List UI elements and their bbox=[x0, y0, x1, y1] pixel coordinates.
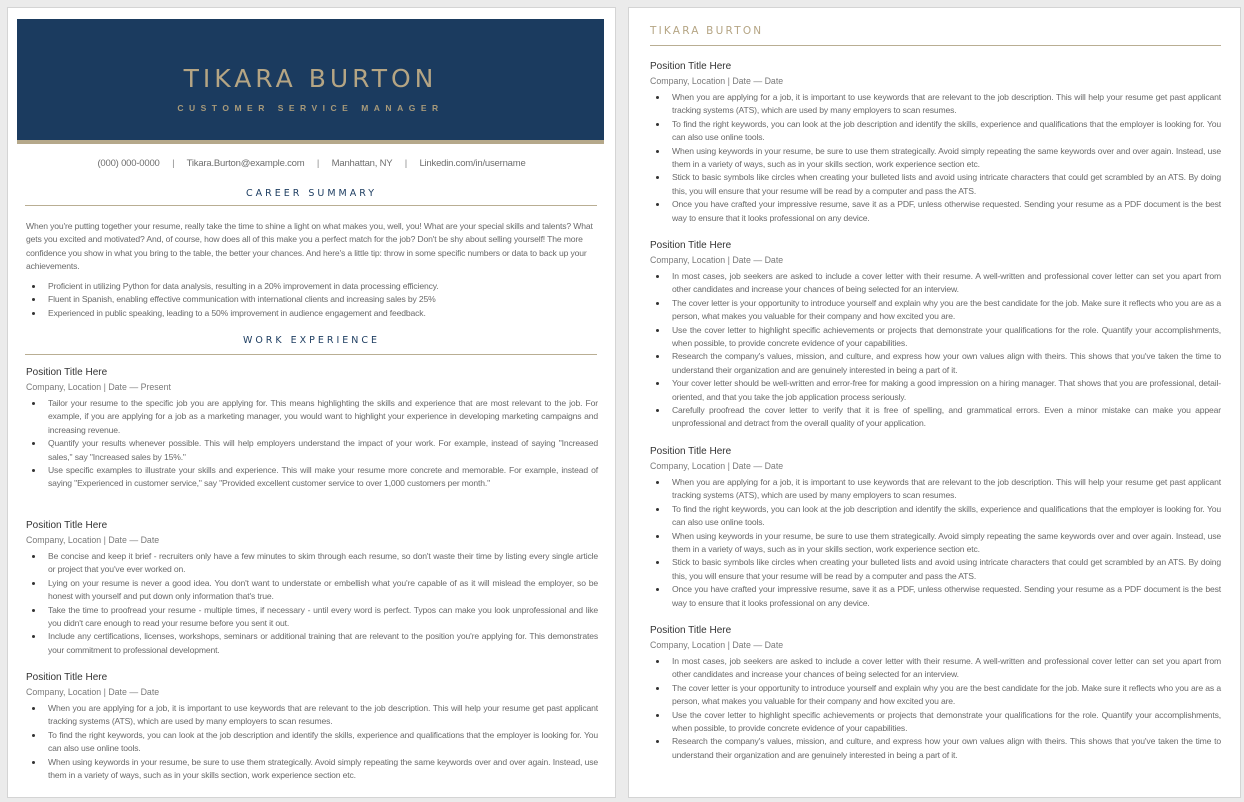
career-summary-paragraph: When you're putting together your resume, really take the time to shine a light on what makes you, well, you! What are your special skills and talents? What gets you excited and motivated? And, of course, how does all of this make you a perfect match for the job? Don't be shy about selling yourself! The more confidence you show in what you bring to the table, the better your chances. And here's a little tip: throw in some specific numbers or data to back up your achievements. bbox=[26, 221, 593, 272]
job-title: Position Title Here bbox=[650, 61, 732, 72]
list-item: When using keywords in your resume, be sure to use them strategically. Avoid simply repeating the same keywords over and over again. Instead, use them in a variety of ways, such as in your skills section, work experience section etc. bbox=[26, 756, 598, 783]
job-bullets bbox=[650, 270, 1221, 431]
list-item: Be concise and keep it brief - recruiters only have a few minutes to skim through each resume, so don't waste their time by listing every single article or project that you've ever worked on. bbox=[26, 550, 598, 577]
list-item: In most cases, job seekers are asked to include a cover letter with their resume. A well-written and professional cover letter can set you apart from other candidates and increase your chances of being selected for an interview. bbox=[650, 270, 1221, 297]
list-item: To find the right keywords, you can look at the job description and identify the skills, experience and qualifications that the employer is looking for. You can also use online tools. bbox=[26, 729, 598, 756]
contact-separator: | bbox=[172, 158, 175, 169]
job-meta: Company, Location | Date — Date bbox=[26, 535, 160, 545]
job-entry bbox=[650, 60, 1221, 225]
list-item: Your cover letter should be well-written and error-free for making a good impression on a hiring manager. That shows that you are professional, detail-oriented, and that you take the job application process seriously. bbox=[650, 377, 1221, 404]
list-item: In most cases, job seekers are asked to include a cover letter with their resume. A well-written and professional cover letter can set you apart from other candidates and increase your chances of being selected for an interview. bbox=[650, 655, 1221, 682]
list-item: Use the cover letter to highlight specific achievements or projects that demonstrate your qualifications for the role. Quantify your accomplishments, when possible, to provide concrete evidence of your capabilities. bbox=[650, 324, 1221, 351]
job-meta: Company, Location | Date — Date bbox=[26, 687, 160, 697]
job-bullets bbox=[650, 476, 1221, 610]
job-title: Position Title Here bbox=[26, 367, 108, 378]
list-item: Carefully proofread the cover letter to verify that it is free of spelling, and grammatical errors. Even a minor mistake can make you appear unprofessional and detract from the overall quality of your application. bbox=[650, 404, 1221, 431]
header-accent-rule bbox=[17, 140, 604, 144]
job-title: Position Title Here bbox=[650, 240, 732, 251]
job-bullets bbox=[26, 702, 598, 782]
contact-phone: (000) 000-0000 bbox=[97, 158, 160, 169]
job-entry bbox=[26, 671, 598, 782]
list-item: Take the time to proofread your resume - multiple times, if necessary - until every word is perfect. Typos can make you look unprofessional and like you didn't care enough to read your resume before you sent it out. bbox=[26, 604, 598, 631]
job-meta: Company, Location | Date — Date bbox=[650, 640, 784, 650]
list-item: Stick to basic symbols like circles when creating your bulleted lists and avoid using intricate characters that could get scrambled by an ATS. By doing this, you will ensure that your resume will be read by a computer and pass the ATS. bbox=[650, 171, 1221, 198]
contact-location: Manhattan, NY bbox=[331, 158, 393, 169]
job-meta: Company, Location | Date — Date bbox=[650, 76, 784, 86]
career-summary-heading: CAREER SUMMARY bbox=[245, 188, 378, 199]
job-entry bbox=[26, 366, 598, 491]
job-bullets bbox=[26, 397, 598, 491]
job-entry bbox=[650, 445, 1221, 610]
job-bullets bbox=[650, 91, 1221, 225]
list-item: When using keywords in your resume, be sure to use them strategically. Avoid simply repeating the same keywords over and over again. Instead, use them in a variety of ways, such as in your skills section, work experience section etc. bbox=[650, 145, 1221, 172]
candidate-job-title: CUSTOMER SERVICE MANAGER bbox=[177, 103, 444, 113]
list-item: Include any certifications, licenses, workshops, seminars or additional training that are relevant to the position you're applying for. This demonstrates your commitment to professional development. bbox=[26, 630, 598, 657]
contact-line bbox=[8, 158, 615, 169]
list-item: Stick to basic symbols like circles when creating your bulleted lists and avoid using intricate characters that could get scrambled by an ATS. By doing this, you will ensure that your resume will be read by a computer and pass the ATS. bbox=[650, 556, 1221, 583]
contact-linkedin[interactable]: Linkedin.com/in/username bbox=[419, 158, 526, 169]
list-item: To find the right keywords, you can look at the job description and identify the skills, experience and qualifications that the employer is looking for. You can also use online tools. bbox=[650, 503, 1221, 530]
list-item: Research the company's values, mission, and culture, and express how your own values align with theirs. This shows that you've taken the time to understand their organization and are genuinely interested in being a part of it. bbox=[650, 350, 1221, 377]
list-item: Once you have crafted your impressive resume, save it as a PDF, unless otherwise requested. Sending your resume as a PDF document is the best way to ensure that it looks professional on any device. bbox=[650, 198, 1221, 225]
contact-separator: | bbox=[316, 158, 320, 169]
section-divider bbox=[25, 205, 597, 206]
section-divider bbox=[25, 354, 597, 355]
job-meta: Company, Location | Date — Date bbox=[650, 461, 784, 471]
work-experience-heading: WORK EXPERIENCE bbox=[242, 335, 381, 346]
list-item: When you are applying for a job, it is important to use keywords that are relevant to the job description. This will help your resume get past applicant tracking systems (ATS), which are used by many employers to scan resumes. bbox=[26, 702, 598, 729]
list-item: To find the right keywords, you can look at the job description and identify the skills, experience and qualifications that the employer is looking for. You can also use online tools. bbox=[650, 118, 1221, 145]
list-item: Use specific examples to illustrate your skills and experience. This will make your resume more concrete and memorable. For example, instead of saying "Experienced in customer service," say "Provided excellent customer service to over 1,000 customers per month." bbox=[26, 464, 598, 491]
job-title: Position Title Here bbox=[650, 446, 732, 457]
list-item: When you are applying for a job, it is important to use keywords that are relevant to the job description. This will help your resume get past applicant tracking systems (ATS), which are used by many employers to scan resumes. bbox=[650, 476, 1221, 503]
list-item: The cover letter is your opportunity to introduce yourself and explain why you are the best candidate for the job. Make sure it reflects who you are as a person, what makes you valuable for their company and how excited you are. bbox=[650, 297, 1221, 324]
job-title: Position Title Here bbox=[650, 625, 732, 636]
contact-separator: | bbox=[404, 158, 407, 169]
candidate-name: TIKARA BURTON bbox=[183, 64, 438, 93]
contact-email[interactable]: Tikara.Burton@example.com bbox=[186, 158, 305, 169]
list-item: When you are applying for a job, it is important to use keywords that are relevant to the job description. This will help your resume get past applicant tracking systems (ATS), which are used by many employers to scan resumes. bbox=[650, 91, 1221, 118]
job-entry bbox=[650, 624, 1221, 762]
list-item: Once you have crafted your impressive resume, save it as a PDF, unless otherwise requested. Sending your resume as a PDF document is the best way to ensure that it looks professional on any device. bbox=[650, 583, 1221, 610]
resume-page-2 bbox=[628, 7, 1241, 798]
header-banner bbox=[17, 19, 604, 140]
career-summary-bullets bbox=[26, 280, 598, 320]
list-item: The cover letter is your opportunity to introduce yourself and explain why you are the best candidate for the job. Make sure it reflects who you are as a person, what makes you valuable for their company and how excited you are. bbox=[650, 682, 1221, 709]
job-entry bbox=[650, 239, 1221, 431]
list-item: Tailor your resume to the specific job you are applying for. This means highlighting the skills and experience that are most relevant to the job. For example, if you are applying for a job as a marketing manager, you would want to highlight your experience in developing marketing campaigns and increasing revenue. bbox=[26, 397, 598, 437]
list-item: Use the cover letter to highlight specific achievements or projects that demonstrate your qualifications for the role. Quantify your accomplishments, when possible, to provide concrete evidence of your capabilities. bbox=[650, 709, 1221, 736]
list-item: Lying on your resume is never a good idea. You don't want to understate or embellish what you're capable of as it will mislead the employer, so be honest with yourself and put down only information that's true. bbox=[26, 577, 598, 604]
job-entry bbox=[26, 519, 598, 657]
job-title: Position Title Here bbox=[26, 672, 108, 683]
list-item: Proficient in utilizing Python for data analysis, resulting in a 20% improvement in data processing efficiency. bbox=[26, 280, 598, 293]
header-divider bbox=[650, 45, 1221, 46]
resume-page-1 bbox=[7, 7, 616, 798]
list-item: Quantify your results whenever possible. This will help employers understand the impact of your work. For example, instead of saying "Increased sales," say "Increased sales by 15%." bbox=[26, 437, 598, 464]
list-item: Research the company's values, mission, and culture, and express how your own values align with theirs. This shows that you've taken the time to understand their organization and are genuinely interested in being a part of it. bbox=[650, 735, 1221, 762]
list-item: Fluent in Spanish, enabling effective communication with international clients and increasing sales by 25% bbox=[26, 293, 598, 306]
job-meta: Company, Location | Date — Date bbox=[650, 255, 784, 265]
candidate-name-running-header: TIKARA BURTON bbox=[650, 25, 764, 37]
list-item: When using keywords in your resume, be sure to use them strategically. Avoid simply repeating the same keywords over and over again. Instead, use them in a variety of ways, such as in your skills section, work experience section etc. bbox=[650, 530, 1221, 557]
job-bullets bbox=[26, 550, 598, 657]
job-title: Position Title Here bbox=[26, 520, 108, 531]
job-bullets bbox=[650, 655, 1221, 762]
list-item: Experienced in public speaking, leading to a 50% improvement in audience engagement and feedback. bbox=[26, 307, 598, 320]
job-meta: Company, Location | Date — Present bbox=[26, 382, 171, 392]
